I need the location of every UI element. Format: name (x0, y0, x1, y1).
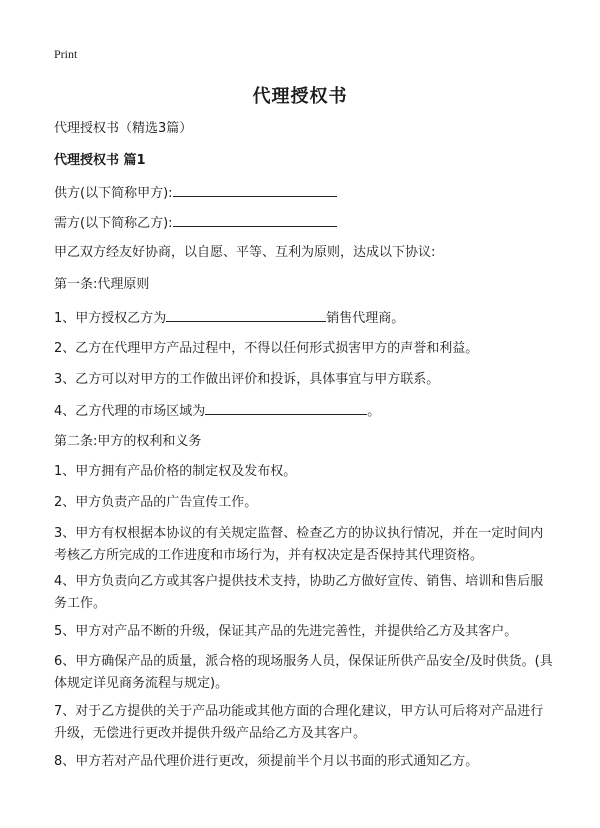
article1-item4 (54, 400, 554, 422)
demander-line (54, 212, 554, 234)
article2-item1: 1、甲方拥有产品价格的制定权及发布权。 (54, 464, 297, 479)
article1-item4-suffix: 。 (367, 404, 381, 419)
supplier-blank (173, 182, 337, 197)
agent-name-blank (166, 307, 326, 322)
article2-item4: 4、甲方负责向乙方或其客户提供技术支持，协助乙方做好宣传、销售、培训和售后服务工作。 (54, 574, 544, 611)
market-region-blank (205, 400, 367, 415)
document-title: 代理授权书 (252, 86, 348, 107)
supplier-label: 供方(以下简称甲方): (54, 186, 173, 201)
section-heading: 代理授权书 篇1 (54, 153, 146, 168)
article2-item3: 3、甲方有权根据本协议的有关规定监督、检查乙方的协议执行情况，并在一定时间内考核乙方所完成的工作进度和市场行为，并有权决定是否保持其代理资格。 (54, 526, 544, 563)
article2-item5: 5、甲方对产品不断的升级，保证其产品的先进完善性，并提供给乙方及其客户。 (54, 624, 518, 639)
intro-paragraph: 甲乙双方经友好协商，以自愿、平等、互利为原则，达成以下协议: (54, 245, 436, 260)
article1-item3: 3、乙方可以对甲方的工作做出评价和投诉，具体事宜与甲方联系。 (54, 372, 440, 387)
demander-label: 需方(以下简称乙方): (54, 216, 173, 231)
supplier-line (54, 182, 554, 204)
print-link[interactable]: Print (54, 47, 78, 61)
article2-item2: 2、甲方负责产品的广告宣传工作。 (54, 495, 258, 510)
article1-item4-prefix: 4、乙方代理的市场区域为 (54, 404, 206, 419)
article2-item6: 6、甲方确保产品的质量，派合格的现场服务人员，保保证所供产品安全/及时供货。(具体规定详见商务流程与规定)。 (54, 654, 553, 691)
document-subtitle: 代理授权书（精选3篇） (54, 121, 193, 136)
article1-item1-suffix: 销售代理商。 (326, 311, 405, 326)
article2-item8: 8、甲方若对产品代理价进行更改，须提前半个月以书面的形式通知乙方。 (54, 754, 479, 769)
article1-item2: 2、乙方在代理甲方产品过程中，不得以任何形式损害甲方的声誉和利益。 (54, 341, 479, 356)
article1-item1-prefix: 1、甲方授权乙方为 (54, 311, 167, 326)
article1-item1 (54, 307, 554, 329)
article2-title: 第二条:甲方的权利和义务 (54, 434, 202, 449)
demander-blank (173, 212, 337, 227)
article1-title: 第一条:代理原则 (54, 277, 150, 292)
article2-item7: 7、对于乙方提供的关于产品功能或其他方面的合理化建议，甲方认可后将对产品进行升级，无偿进行更改并提供升级产品给乙方及其客户。 (54, 704, 544, 741)
